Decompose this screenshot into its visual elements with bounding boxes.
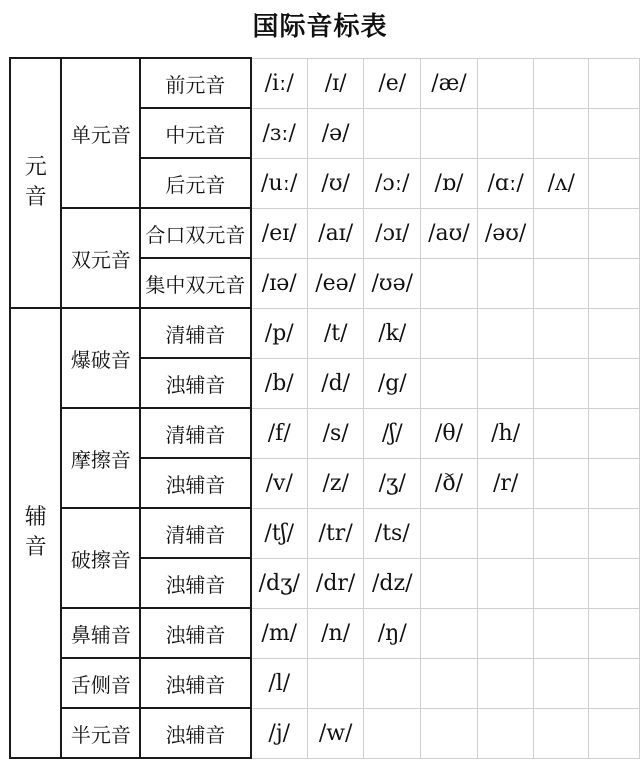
subgroup-cell: 后元音 xyxy=(140,158,250,208)
ipa-symbol-cell xyxy=(534,258,589,308)
ipa-symbol-cell xyxy=(534,508,589,558)
ipa-symbol-cell xyxy=(589,608,640,658)
ipa-symbol-cell: /iː/ xyxy=(251,58,308,108)
ipa-symbol-cell xyxy=(421,558,478,608)
ipa-symbol-cell: /dʒ/ xyxy=(251,558,308,608)
subgroup-cell: 浊辅音 xyxy=(140,608,250,658)
ipa-symbol-cell: /eɪ/ xyxy=(251,208,308,258)
ipa-symbol-cell xyxy=(534,458,589,508)
ipa-symbol-cell: /s/ xyxy=(307,408,364,458)
ipa-symbol-cell xyxy=(589,508,640,558)
ipa-symbol-cell: /ɑː/ xyxy=(477,158,534,208)
ipa-symbol-cell xyxy=(534,208,589,258)
ipa-symbol-cell: /z/ xyxy=(307,458,364,508)
table-row xyxy=(10,208,640,258)
ipa-symbol-cell: /aɪ/ xyxy=(307,208,364,258)
ipa-symbol-cell: /v/ xyxy=(251,458,308,508)
ipa-symbol-cell xyxy=(421,308,478,358)
group-cell: 半元音 xyxy=(61,708,140,758)
ipa-symbol-cell xyxy=(477,608,534,658)
ipa-symbol-cell: /n/ xyxy=(307,608,364,658)
ipa-symbol-cell xyxy=(589,208,640,258)
ipa-symbol-cell: /ð/ xyxy=(421,458,478,508)
ipa-symbol-cell: /ɪ/ xyxy=(307,58,364,108)
ipa-symbol-cell xyxy=(534,308,589,358)
ipa-symbol-cell xyxy=(421,608,478,658)
ipa-symbol-cell: /ɒ/ xyxy=(421,158,478,208)
ipa-symbol-cell: /r/ xyxy=(477,458,534,508)
table-row xyxy=(10,58,640,108)
subgroup-cell: 集中双元音 xyxy=(140,258,250,308)
subgroup-cell: 前元音 xyxy=(140,58,250,108)
table-row xyxy=(10,608,640,658)
ipa-symbol-cell xyxy=(477,558,534,608)
ipa-symbol-cell: /uː/ xyxy=(251,158,308,208)
ipa-symbol-cell: /tʃ/ xyxy=(251,508,308,558)
ipa-symbol-cell xyxy=(421,708,478,758)
ipa-symbol-cell: /l/ xyxy=(251,658,308,708)
ipa-symbol-cell: /tr/ xyxy=(307,508,364,558)
ipa-symbol-cell: /e/ xyxy=(364,58,421,108)
ipa-symbol-cell xyxy=(589,258,640,308)
ipa-symbol-cell xyxy=(534,58,589,108)
subgroup-cell: 浊辅音 xyxy=(140,558,250,608)
ipa-symbol-cell xyxy=(421,658,478,708)
ipa-symbol-cell: /b/ xyxy=(251,358,308,408)
ipa-symbol-cell: /m/ xyxy=(251,608,308,658)
ipa-symbol-cell: /f/ xyxy=(251,408,308,458)
ipa-symbol-cell xyxy=(589,658,640,708)
ipa-symbol-cell xyxy=(534,558,589,608)
ipa-symbol-cell xyxy=(421,108,478,158)
ipa-symbol-cell xyxy=(477,358,534,408)
ipa-symbol-cell xyxy=(477,58,534,108)
table-row xyxy=(10,408,640,458)
ipa-symbol-cell xyxy=(421,258,478,308)
ipa-symbol-cell: /eə/ xyxy=(307,258,364,308)
ipa-symbol-cell xyxy=(477,658,534,708)
group-cell: 鼻辅音 xyxy=(61,608,140,658)
group-cell: 单元音 xyxy=(61,58,140,208)
ipa-symbol-cell xyxy=(534,708,589,758)
ipa-symbol-cell xyxy=(589,108,640,158)
subgroup-cell: 浊辅音 xyxy=(140,358,250,408)
ipa-symbol-cell xyxy=(364,708,421,758)
ipa-symbol-cell: /ɜː/ xyxy=(251,108,308,158)
subgroup-cell: 合口双元音 xyxy=(140,208,250,258)
group-cell: 摩擦音 xyxy=(61,408,140,508)
group-cell: 破擦音 xyxy=(61,508,140,608)
ipa-symbol-cell xyxy=(589,458,640,508)
ipa-symbol-cell xyxy=(589,158,640,208)
ipa-symbol-cell xyxy=(421,508,478,558)
ipa-symbol-cell xyxy=(589,308,640,358)
table-row xyxy=(10,658,640,708)
ipa-symbol-cell xyxy=(534,658,589,708)
table-row xyxy=(10,308,640,358)
ipa-symbol-cell xyxy=(421,358,478,408)
ipa-symbol-cell xyxy=(477,508,534,558)
ipa-symbol-cell xyxy=(477,258,534,308)
ipa-symbol-cell: /aʊ/ xyxy=(421,208,478,258)
ipa-symbol-cell: /θ/ xyxy=(421,408,478,458)
subgroup-cell: 清辅音 xyxy=(140,408,250,458)
ipa-symbol-cell: /h/ xyxy=(477,408,534,458)
ipa-symbol-cell xyxy=(477,308,534,358)
ipa-symbol-cell xyxy=(477,108,534,158)
group-cell: 双元音 xyxy=(61,208,140,308)
ipa-symbol-cell: /t/ xyxy=(307,308,364,358)
group-cell: 舌侧音 xyxy=(61,658,140,708)
ipa-symbol-cell: /ə/ xyxy=(307,108,364,158)
ipa-symbol-cell: /g/ xyxy=(364,358,421,408)
ipa-symbol-cell xyxy=(477,708,534,758)
ipa-symbol-cell xyxy=(534,108,589,158)
ipa-symbol-cell: /ɔɪ/ xyxy=(364,208,421,258)
table-row xyxy=(10,508,640,558)
ipa-symbol-cell xyxy=(307,658,364,708)
ipa-symbol-cell xyxy=(364,658,421,708)
ipa-symbol-cell: /d/ xyxy=(307,358,364,408)
ipa-symbol-cell: /w/ xyxy=(307,708,364,758)
page-title: 国际音标表 xyxy=(252,12,388,42)
ipa-symbol-cell: /j/ xyxy=(251,708,308,758)
ipa-symbol-cell xyxy=(364,108,421,158)
ipa-symbol-cell: /ʌ/ xyxy=(534,158,589,208)
table-row xyxy=(10,708,640,758)
ipa-symbol-cell: /ŋ/ xyxy=(364,608,421,658)
subgroup-cell: 浊辅音 xyxy=(140,708,250,758)
category-consonant: 辅 音 xyxy=(10,308,61,758)
subgroup-cell: 中元音 xyxy=(140,108,250,158)
subgroup-cell: 浊辅音 xyxy=(140,458,250,508)
ipa-symbol-cell xyxy=(589,708,640,758)
ipa-symbol-cell: /ts/ xyxy=(364,508,421,558)
ipa-symbol-cell xyxy=(589,558,640,608)
ipa-symbol-cell: /ʒ/ xyxy=(364,458,421,508)
ipa-symbol-cell: /əʊ/ xyxy=(477,208,534,258)
ipa-symbol-cell: /ɪə/ xyxy=(251,258,308,308)
subgroup-cell: 清辅音 xyxy=(140,508,250,558)
ipa-symbol-cell xyxy=(589,408,640,458)
ipa-symbol-cell: /ʊə/ xyxy=(364,258,421,308)
ipa-symbol-cell: /ʃ/ xyxy=(364,408,421,458)
ipa-table xyxy=(9,57,640,759)
category-vowel: 元 音 xyxy=(10,58,61,308)
ipa-symbol-cell: /p/ xyxy=(251,308,308,358)
group-cell: 爆破音 xyxy=(61,308,140,408)
ipa-symbol-cell xyxy=(534,608,589,658)
ipa-symbol-cell: /ɔː/ xyxy=(364,158,421,208)
ipa-symbol-cell xyxy=(534,408,589,458)
subgroup-cell: 浊辅音 xyxy=(140,658,250,708)
ipa-symbol-cell: /dr/ xyxy=(307,558,364,608)
ipa-symbol-cell xyxy=(534,358,589,408)
ipa-symbol-cell: /æ/ xyxy=(421,58,478,108)
ipa-symbol-cell: /ʊ/ xyxy=(307,158,364,208)
ipa-symbol-cell: /k/ xyxy=(364,308,421,358)
ipa-symbol-cell xyxy=(589,58,640,108)
subgroup-cell: 清辅音 xyxy=(140,308,250,358)
ipa-symbol-cell xyxy=(589,358,640,408)
ipa-symbol-cell: /dz/ xyxy=(364,558,421,608)
